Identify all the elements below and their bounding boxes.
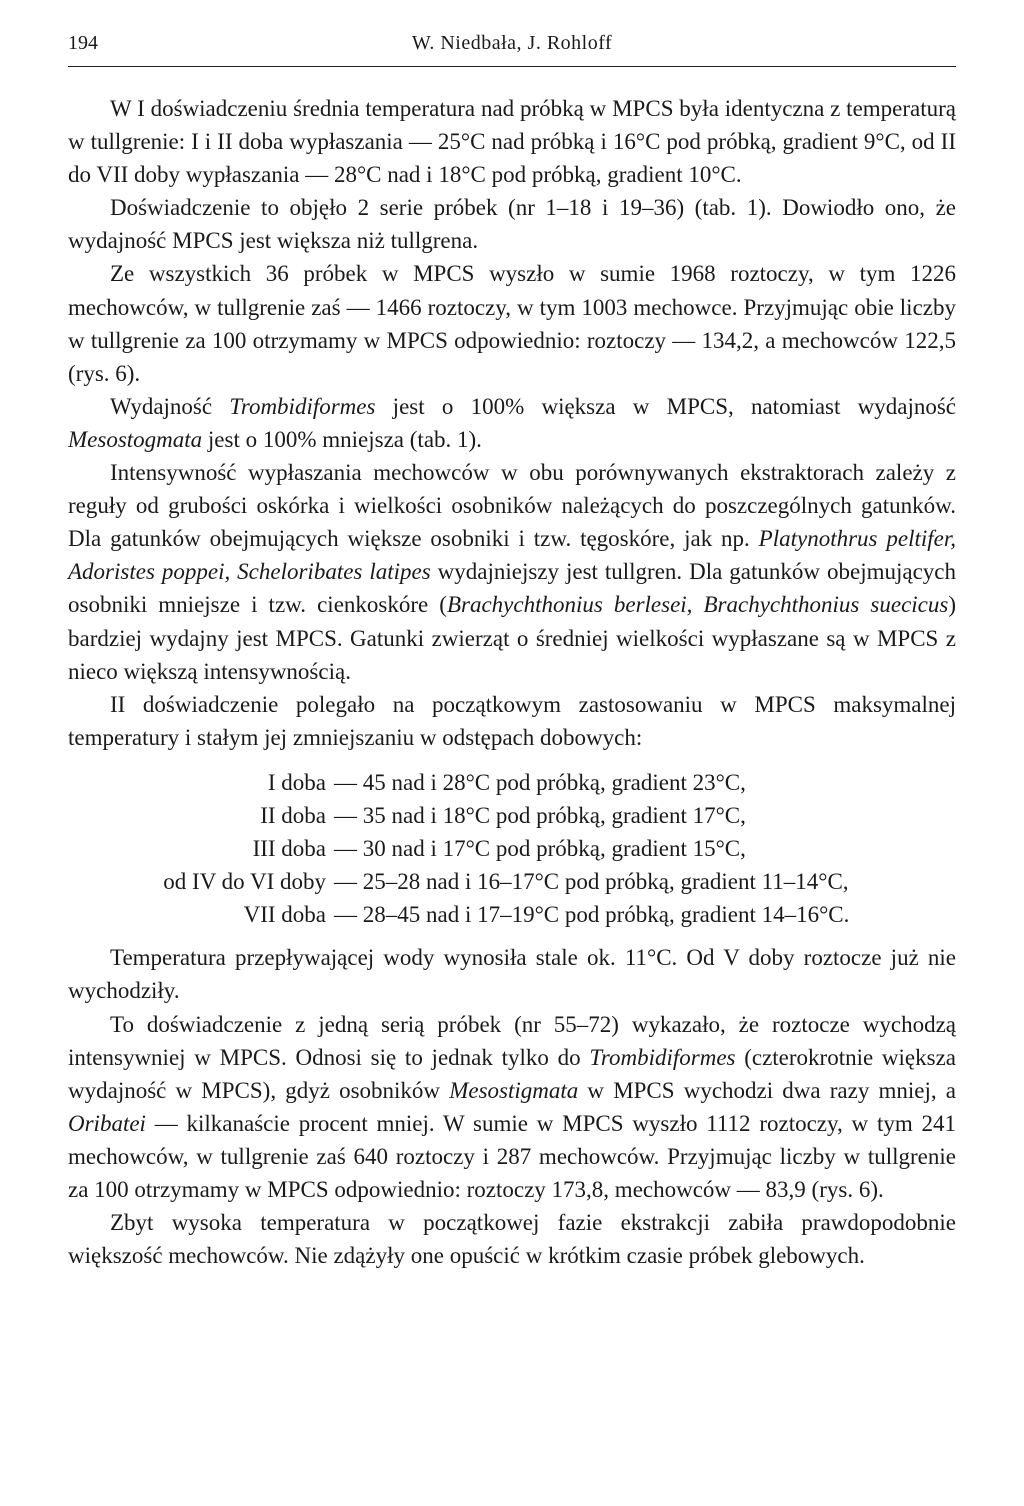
text-run: To doświadczenie z jedną serią próbek (nr 55–72) wykazało, że roztocze wychodzą intensywniej w MPCS. Odnosi się to jednak tylko do: [68, 1011, 956, 1070]
taxon-name: Mesostigmata: [449, 1077, 579, 1103]
paragraph-8: [68, 1008, 956, 1207]
taxon-name: Trombidiformes: [589, 1044, 736, 1070]
text-run: ) bardziej wydajny jest MPCS. Gatunki zwierząt o średniej wielkości wypłaszane są w MPCS z nieco większą intensywnością.: [68, 592, 957, 684]
text-run: Wydajność: [110, 393, 230, 419]
paragraph-1: W I doświadczeniu średnia temperatura nad próbką w MPCS była identyczna z temperaturą w tullgrenie: I i II doba wypłaszania — 25°C nad próbką i 16°C pod próbką, gradient 9°C, od II do VII doby wypłaszania — 28°C nad i 18°C pod próbką, gradient 10°C.: [68, 96, 956, 188]
taxon-names: Platynothrus peltifer, Adoristes poppei, Scheloribates latipes: [68, 526, 956, 585]
running-head: W. Niedbała, J. Rohloff: [411, 32, 613, 54]
temperature-schedule: [68, 766, 956, 931]
schedule-day: VII doba: [243, 902, 326, 928]
taxon-names: Brachychthonius berlesei, Brachychthonius suecicus: [446, 592, 949, 618]
taxon-name: Trombidiformes: [229, 393, 376, 419]
schedule-row: [68, 832, 956, 865]
schedule-day: od IV do VI doby: [163, 869, 326, 895]
text-run: w MPCS wychodzi dwa razy mniej, a: [578, 1077, 956, 1103]
paragraph-6: II doświadczenie polegało na początkowym zastosowaniu w MPCS maksymalnej temperatury i stałym jej zmniejszaniu w odstępach dobowych:: [68, 691, 956, 750]
page-header: [68, 26, 956, 67]
page-number: 194: [68, 32, 98, 54]
paragraph-5: [68, 456, 956, 688]
schedule-row: [68, 865, 956, 898]
text-run: wydajniejszy jest tullgren. Dla gatunków obejmujących osobniki mniejsze i tzw. cienkoskóre (: [68, 559, 956, 618]
schedule-day: III doba: [252, 836, 326, 862]
paragraph-3: Ze wszystkich 36 próbek w MPCS wyszło w sumie 1968 roztoczy, w tym 1226 mechowców, w tullgrenie zaś — 1466 roztoczy, w tym 1003 mechowce. Przyjmując obie liczby w tullgrenie za 100 otrzymamy w MPCS odpowiednio: roztoczy — 134,2, a mechowców 122,5 (rys. 6).: [68, 261, 956, 386]
schedule-row: [68, 898, 956, 931]
schedule-value: — 25–28 nad i 16–17°C pod próbką, gradient 11–14°C,: [334, 869, 849, 895]
taxon-name: Mesostogmata: [68, 426, 203, 452]
paragraph-9: Zbyt wysoka temperatura w początkowej fazie ekstrakcji zabiła prawdopodobnie większość mechowców. Nie zdążyły one opuścić w krótkim czasie próbek glebowych.: [68, 1210, 956, 1269]
schedule-value: — 45 nad i 28°C pod próbką, gradient 23°C,: [334, 769, 746, 795]
paragraph-4: [68, 390, 956, 456]
text-run: Intensywność wypłaszania mechowców w obu porównywanych ekstraktorach zależy z reguły od grubości oskórka i wielkości osobników należących do poszczególnych gatunków. Dla gatunków obejmujących większe osobniki i tzw. tęgoskóre, jak np.: [68, 460, 956, 552]
text-run: — kilkanaście procent mniej. W sumie w MPCS wyszło 1112 roztoczy, w tym 241 mechowców, w tullgrenie zaś 640 roztoczy i 287 mechowców. Przyjmując liczby w tullgrenie za 100 otrzymamy w MPCS odpowiednio: roztoczy 173,8, mechowców — 83,9 (rys. 6).: [68, 1110, 956, 1202]
schedule-value: — 28–45 nad i 17–19°C pod próbką, gradient 14–16°C.: [334, 902, 850, 928]
text-run: jest o 100% mniejsza (tab. 1).: [202, 426, 482, 452]
schedule-row: [68, 766, 956, 799]
paragraph-2: Doświadczenie to objęło 2 serie próbek (nr 1–18 i 19–36) (tab. 1). Dowiodło ono, że wydajność MPCS jest większa niż tullgrena.: [68, 195, 956, 254]
schedule-day: I doba: [267, 769, 326, 795]
taxon-name: Oribatei: [68, 1110, 146, 1136]
schedule-day: II doba: [260, 802, 326, 828]
schedule-value: — 35 nad i 18°C pod próbką, gradient 17°C,: [334, 802, 746, 828]
schedule-value: — 30 nad i 17°C pod próbką, gradient 15°C,: [334, 836, 746, 862]
schedule-row: [68, 799, 956, 832]
paragraph-7: Temperatura przepływającej wody wynosiła stale ok. 11°C. Od V doby roztocze już nie wychodziły.: [68, 945, 956, 1004]
body-text: [68, 92, 956, 1272]
text-run: jest o 100% większa w MPCS, natomiast wydajność: [375, 393, 956, 419]
text-run: (czterokrotnie większa wydajność w MPCS), gdyż osobników: [68, 1044, 957, 1103]
